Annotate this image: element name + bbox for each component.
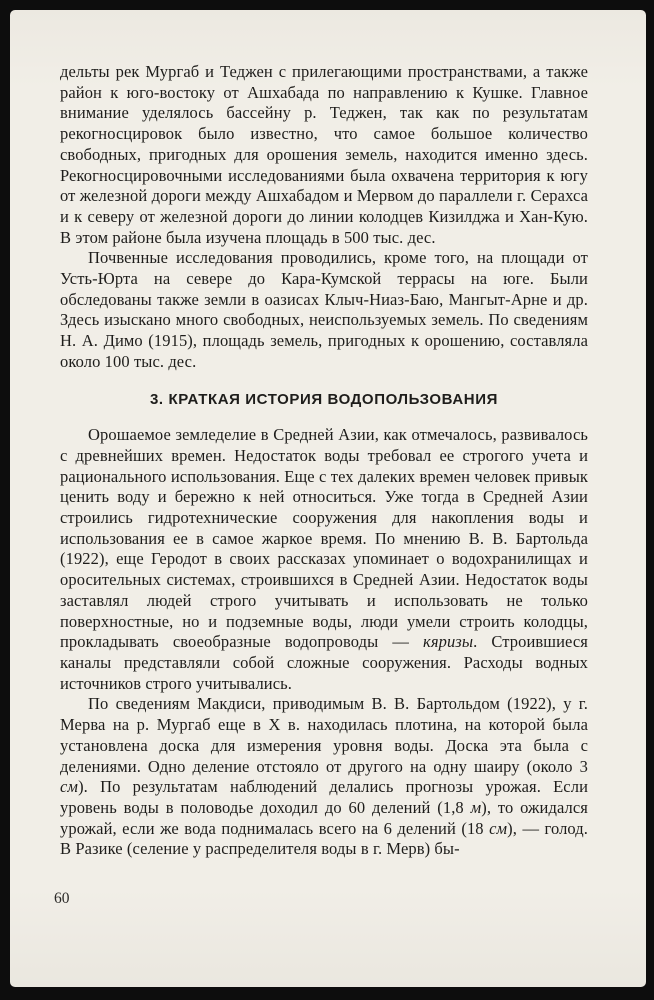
text-run: Орошаемое земледелие в Средней Азии, как отмечалось, развивалось с древнейших времен. Недостаток воды требовал ее строгого учета и рационального использования. Еще с тех далеких времен человек привык ценить воду и бережно к ней относиться. Уже тогда в Средней Азии строились гидротехнические сооружения для накопления воды и использования ее в самое жаркое время. По мнению В. В. Бартольда (1922), еще Геродот в своих рассказах упоминает о водохранилищах и оросительных системах, строившихся в Средней Азии. Недостаток воды заставлял людей строго учитывать и использовать не только поверхностные, но и подземные воды, люди умели строить колодцы, прокладывать своеобразные водопроводы — xyxy=(60,425,588,652)
text-run: ). По результатам наблюдений делались прогнозы урожая. Если уровень воды в половодье доходил до 60 делений (1,8 xyxy=(60,777,588,817)
text-run: ), то ожидался урожай, если же вода поднималась всего на 6 делений (18 xyxy=(60,797,588,838)
text-run: ), — голод. В Разике (селение у распределителя воды в г. Мерв) бы- xyxy=(60,818,589,859)
italic-run: кяризы xyxy=(423,632,474,652)
book-page xyxy=(10,10,646,987)
text-run: По сведениям Макдиси, приводимым В. В. Бартольдом (1922), у г. Мерва на р. Мургаб еще в X в. находилась плотина, на которой была установлена доска для измерения уровня воды. Доска эта была с делениями. Одно деление отстояло от другого на одну шаиру (около 3 xyxy=(60,694,588,776)
paragraph xyxy=(60,62,588,248)
text-run: Почвенные исследования проводились, кроме того, на площади от Усть-Юрта на севере до Кара-Кумской террасы на юге. Были обследованы также земли в оазисах Клыч-Ниаз-Баю, Мангыт-Арне и др. Здесь изыскано много свободных, неиспользуемых земель. По сведениям Н. А. Димо (1915), площадь земель, пригодных к орошению, составляла около 100 тыс. дес. xyxy=(60,248,588,371)
section-heading: 3. КРАТКАЯ ИСТОРИЯ ВОДОПОЛЬЗОВАНИЯ xyxy=(149,390,498,408)
paragraph xyxy=(60,248,588,372)
italic-run: см xyxy=(60,777,79,797)
italic-run: см xyxy=(489,818,508,838)
text-block xyxy=(60,62,588,860)
paragraph xyxy=(60,694,588,860)
text-run: . Строившиеся каналы представляли собой сложные сооружения. Расходы водных источников строго учитывались. xyxy=(60,632,588,693)
italic-run: м xyxy=(470,797,482,817)
page-number: 60 xyxy=(54,890,70,907)
text-run: дельты рек Мургаб и Теджен с прилегающими пространствами, а также район к юго-востоку от Ашхабада по направлению к Кушке. Главное внимание уделялось бассейну р. Теджен, так как по результатам рекогносцировок было известно, что самое большое количество свободных, пригодных для орошения земель, находится именно здесь. Рекогносцировочными исследованиями была охвачена территория к югу от железной дороги между Ашхабадом и Мервом до параллели г. Серахса и к северу от железной дороги до линии колодцев Кизилджа и Хан-Кую. В этом районе была изучена площадь в 500 тыс. дес. xyxy=(60,62,588,247)
paragraph xyxy=(60,425,588,694)
